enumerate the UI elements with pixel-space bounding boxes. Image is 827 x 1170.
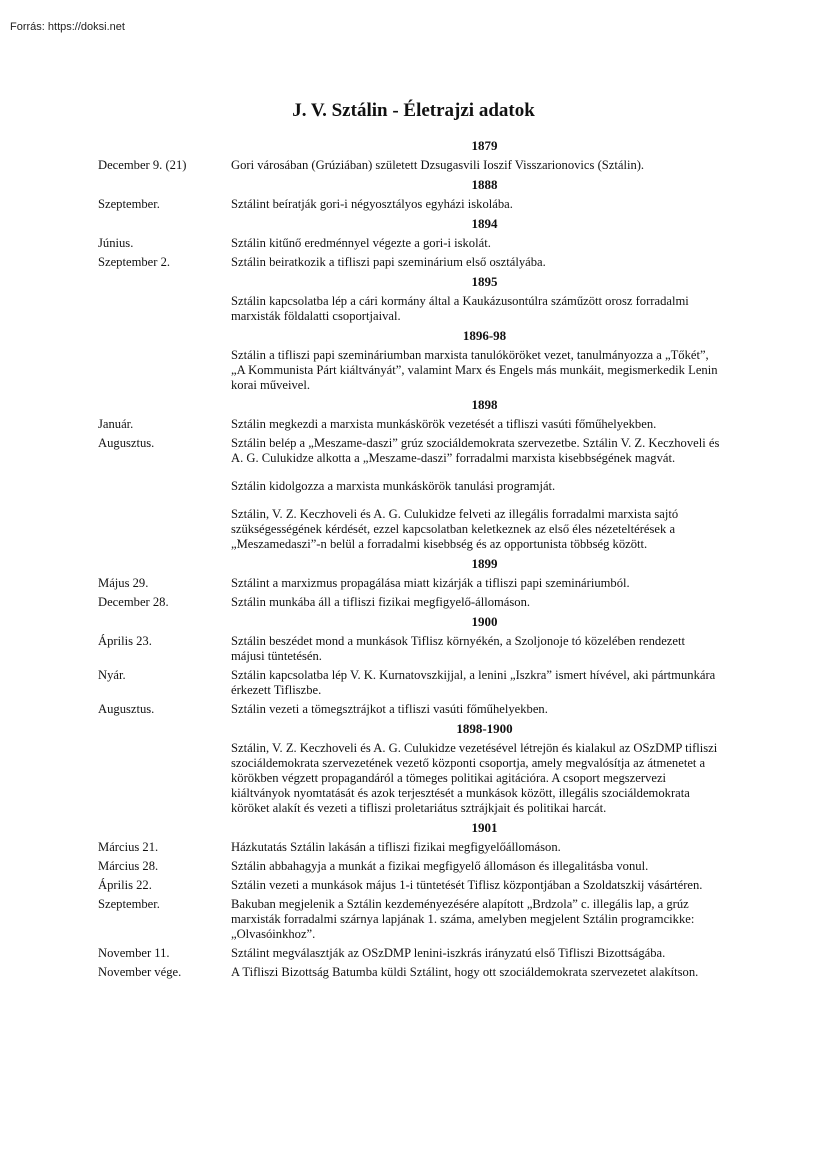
entry-text: Sztálint megválasztják az OSzDMP lenini-iszkrás irányzatú első Tifliszi Bizottságába. — [231, 946, 666, 960]
timeline-entry — [98, 595, 738, 610]
year-heading: 1894 — [471, 216, 498, 231]
timeline-entry — [98, 840, 738, 855]
entry-text: Sztálin kidolgozza a marxista munkáskörök tanulási programját. — [231, 479, 556, 493]
entry-date: December 28. — [98, 595, 169, 609]
entry-text: Sztálin vezeti a munkások május 1-i tüntetését Tiflisz központjában a Szoldatszkij vásártéren. — [231, 878, 703, 892]
entry-date: Szeptember 2. — [98, 255, 171, 269]
year-heading: 1879 — [471, 138, 498, 153]
entry-date — [98, 479, 231, 494]
timeline-entry — [98, 878, 738, 893]
entry-date: Április 22. — [98, 878, 152, 892]
timeline-entry — [98, 417, 738, 432]
timeline-entry — [98, 255, 738, 270]
timeline-entry — [98, 702, 738, 717]
entry-date — [98, 348, 231, 393]
entry-text: Sztálin megkezdi a marxista munkáskörök vezetését a tifliszi vasúti főműhelyekben. — [231, 417, 657, 431]
entry-date — [98, 507, 231, 552]
timeline-entry — [98, 197, 738, 212]
year-heading: 1896-98 — [462, 328, 507, 343]
year-heading: 1895 — [471, 274, 498, 289]
entry-text: Sztálin, V. Z. Keczhoveli és A. G. Culukidze felveti az illegális forradalmi marxista sajtó szükségességének kérdését, ezzel kapcsolatban keletkeznek az első éles nézeteltérések a „Meszamedaszi”-n belül a forradalmi kisebbség és az opportunista többség között. — [231, 507, 679, 551]
timeline-entry — [98, 965, 738, 980]
entry-date — [98, 294, 231, 324]
entry-text: Bakuban megjelenik a Sztálin kezdeményezésére alapított „Brdzola” c. illegális lap, a grúz marxisták forradalmi szárnya lapjának 1. száma, amelyben megjelent Sztálin programcikke: „Olvasóinkhoz”. — [231, 897, 695, 941]
source-note: Forrás: https://doksi.net — [10, 21, 125, 33]
entry-date: Augusztus. — [98, 436, 155, 450]
timeline-entry — [98, 479, 738, 494]
entry-text: Sztálin munkába áll a tifliszi fizikai megfigyelő-állomáson. — [231, 595, 531, 609]
entry-date: Szeptember. — [98, 197, 160, 211]
entry-text: Sztálin beiratkozik a tifliszi papi szeminárium első osztályába. — [231, 255, 546, 269]
year-heading: 1899 — [471, 556, 498, 571]
entry-date: November vége. — [98, 965, 182, 979]
timeline-entry — [98, 859, 738, 874]
entry-text: Sztálin kapcsolatba lép V. K. Kurnatovszkijjal, a lenini „Iszkra” ismert hívével, aki pártmunkára érkezett Tifliszbe. — [231, 668, 716, 697]
year-heading: 1898 — [471, 397, 498, 412]
entry-date: Augusztus. — [98, 702, 155, 716]
entry-date: Április 23. — [98, 634, 152, 648]
entry-text: Sztálin beszédet mond a munkások Tiflisz környékén, a Szoljonoje tó közelében rendezett májusi tüntetésén. — [231, 634, 685, 663]
entry-date: November 11. — [98, 946, 170, 960]
year-heading: 1901 — [471, 820, 498, 835]
chronology — [98, 135, 738, 984]
entry-date: December 9. (21) — [98, 158, 187, 172]
timeline-entry — [98, 634, 738, 664]
entry-date: Nyár. — [98, 668, 126, 682]
entry-text: Gori városában (Grúziában) született Dzsugasvili Ioszif Visszarionovics (Sztálin). — [231, 158, 645, 172]
entry-text: Sztálin abbahagyja a munkát a fizikai megfigyelő állomáson és illegalitásba vonul. — [231, 859, 649, 873]
timeline-entry — [98, 946, 738, 961]
entry-date: Szeptember. — [98, 897, 160, 911]
year-heading: 1900 — [471, 614, 498, 629]
entry-text: Sztálin belép a „Meszame-daszi” grúz szociáldemokrata szervezetbe. Sztálin V. Z. Keczhoveli és A. G. Culukidze alkotta a „Meszame-daszi” forradalmi marxista kisebbségének magvát. — [231, 436, 720, 465]
timeline-entry — [98, 741, 738, 816]
entry-text: Sztálin kitűnő eredménnyel végezte a gori-i iskolát. — [231, 236, 491, 250]
year-heading: 1898-1900 — [456, 721, 513, 736]
entry-text: Sztálin kapcsolatba lép a cári kormány által a Kaukázusontúlra száműzött orosz forradalmi marxisták földalatti csoportjaival. — [231, 294, 689, 323]
timeline-entry — [98, 294, 738, 324]
timeline-entry — [98, 158, 738, 173]
entry-date — [98, 741, 231, 816]
entry-text: Sztálint beíratják gori-i négyosztályos egyházi iskolába. — [231, 197, 513, 211]
timeline-entry — [98, 348, 738, 393]
entry-date: Március 21. — [98, 840, 159, 854]
entry-text: Sztálint a marxizmus propagálása miatt kizárják a tifliszi papi szemináriumból. — [231, 576, 630, 590]
entry-date: Január. — [98, 417, 134, 431]
entry-text: A Tifliszi Bizottság Batumba küldi Sztálint, hogy ott szociáldemokrata szervezetet alakítson. — [231, 965, 699, 979]
entry-text: Házkutatás Sztálin lakásán a tifliszi fizikai megfigyelőállomáson. — [231, 840, 561, 854]
entry-date: Március 28. — [98, 859, 159, 873]
timeline-entry — [98, 576, 738, 591]
timeline-entry — [98, 236, 738, 251]
entry-text: Sztálin vezeti a tömegsztrájkot a tifliszi vasúti főműhelyekben. — [231, 702, 548, 716]
entry-text: Sztálin, V. Z. Keczhoveli és A. G. Culukidze vezetésével létrejön és kialakul az OSzDMP tifliszi szociáldemokrata szervezetének vezető központi csoportja, amely megvalósítja az átmenetet a körökben végzett propagandáról a tömeges politikai agitációra. A csoport megszervezi kiáltványok nyomtatását és azok terjesztését a munkások között, illegális szociáldemokrata köröket alakít és vezeti a tifliszi proletariátus sztrájkjait és politikai harcát. — [231, 741, 718, 815]
entry-text: Sztálin a tifliszi papi szemináriumban marxista tanulóköröket vezet, tanulmányozza a „Tőkét”, „A Kommunista Párt kiáltványát”, valamint Marx és Engels más munkáit, megismerkedik Lenin korai műveivel. — [231, 348, 718, 392]
page-title: J. V. Sztálin - Életrajzi adatok — [292, 100, 535, 121]
timeline-entry — [98, 507, 738, 552]
timeline-entry — [98, 668, 738, 698]
timeline-entry — [98, 436, 738, 466]
timeline-entry — [98, 897, 738, 942]
year-heading: 1888 — [471, 177, 498, 192]
entry-date: Június. — [98, 236, 134, 250]
entry-date: Május 29. — [98, 576, 149, 590]
